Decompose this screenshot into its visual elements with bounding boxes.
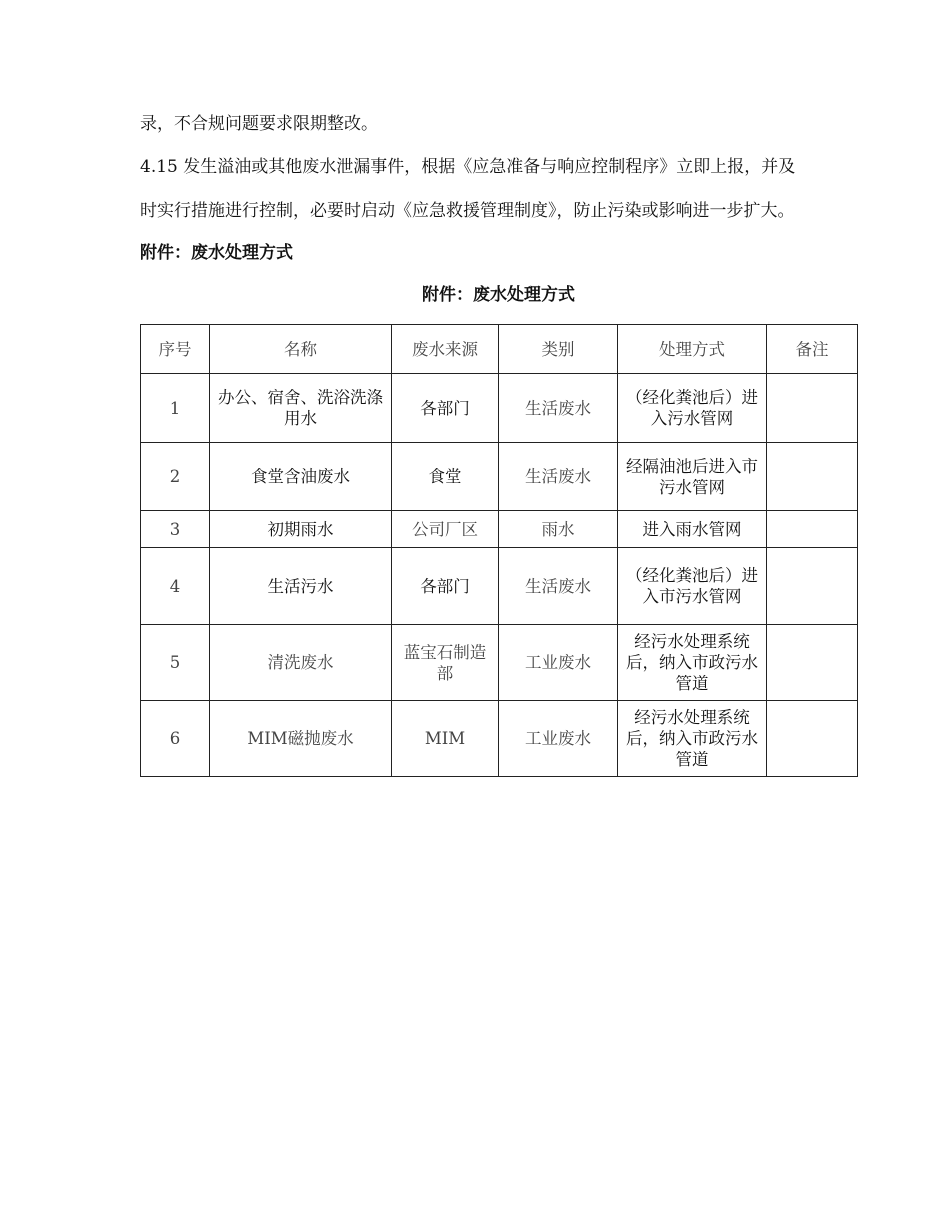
table-row [141, 511, 858, 548]
table-row [141, 374, 858, 443]
cell-treatment: （经化粪池后）进入市污水管网 [618, 548, 767, 625]
cell-category: 生活废水 [499, 374, 618, 443]
cell-name: 生活污水 [210, 548, 392, 625]
cell-treatment: 经隔油池后进入市污水管网 [618, 443, 767, 511]
cell-treatment: （经化粪池后）进入污水管网 [618, 374, 767, 443]
cell-remarks [767, 374, 858, 443]
cell-treatment: 经污水处理系统后，纳入市政污水管道 [618, 625, 767, 701]
table-row [141, 548, 858, 625]
cell-index: 1 [141, 374, 210, 443]
header-remarks: 备注 [767, 325, 858, 374]
table-row [141, 443, 858, 511]
cell-name: 清洗废水 [210, 625, 392, 701]
cell-remarks [767, 511, 858, 548]
wastewater-table [140, 324, 858, 777]
header-source: 废水来源 [392, 325, 499, 374]
cell-remarks [767, 625, 858, 701]
cell-name: 办公、宿舍、洗浴洗涤用水 [210, 374, 392, 443]
paragraph-line-1: 录，不合规问题要求限期整改。 [140, 114, 378, 134]
header-treatment: 处理方式 [618, 325, 767, 374]
paragraph-line-3: 时实行措施进行控制，必要时启动《应急救援管理制度》，防止污染或影响进一步扩大。 [140, 201, 795, 221]
cell-remarks [767, 443, 858, 511]
cell-index: 6 [141, 701, 210, 777]
cell-remarks [767, 701, 858, 777]
table-row [141, 701, 858, 777]
cell-source: 公司厂区 [392, 511, 499, 548]
cell-source: MIM [392, 701, 499, 777]
table-title: 附件：废水处理方式 [422, 285, 575, 305]
cell-source: 各部门 [392, 548, 499, 625]
cell-source: 各部门 [392, 374, 499, 443]
cell-remarks [767, 548, 858, 625]
cell-name: 食堂含油废水 [210, 443, 392, 511]
cell-category: 工业废水 [499, 625, 618, 701]
cell-name: MIM磁抛废水 [210, 701, 392, 777]
cell-treatment: 经污水处理系统后，纳入市政污水管道 [618, 701, 767, 777]
cell-source: 蓝宝石制造部 [392, 625, 499, 701]
cell-category: 雨水 [499, 511, 618, 548]
cell-category: 生活废水 [499, 443, 618, 511]
table-header-row [141, 325, 858, 374]
cell-name: 初期雨水 [210, 511, 392, 548]
cell-category: 工业废水 [499, 701, 618, 777]
table-row [141, 625, 858, 701]
cell-treatment: 进入雨水管网 [618, 511, 767, 548]
attachment-heading: 附件：废水处理方式 [140, 243, 293, 263]
cell-source: 食堂 [392, 443, 499, 511]
cell-index: 4 [141, 548, 210, 625]
header-name: 名称 [210, 325, 392, 374]
cell-index: 3 [141, 511, 210, 548]
cell-index: 5 [141, 625, 210, 701]
header-index: 序号 [141, 325, 210, 374]
cell-index: 2 [141, 443, 210, 511]
paragraph-line-2: 4.15 发生溢油或其他废水泄漏事件，根据《应急准备与响应控制程序》立即上报，并及 [140, 157, 796, 177]
header-category: 类别 [499, 325, 618, 374]
cell-category: 生活废水 [499, 548, 618, 625]
